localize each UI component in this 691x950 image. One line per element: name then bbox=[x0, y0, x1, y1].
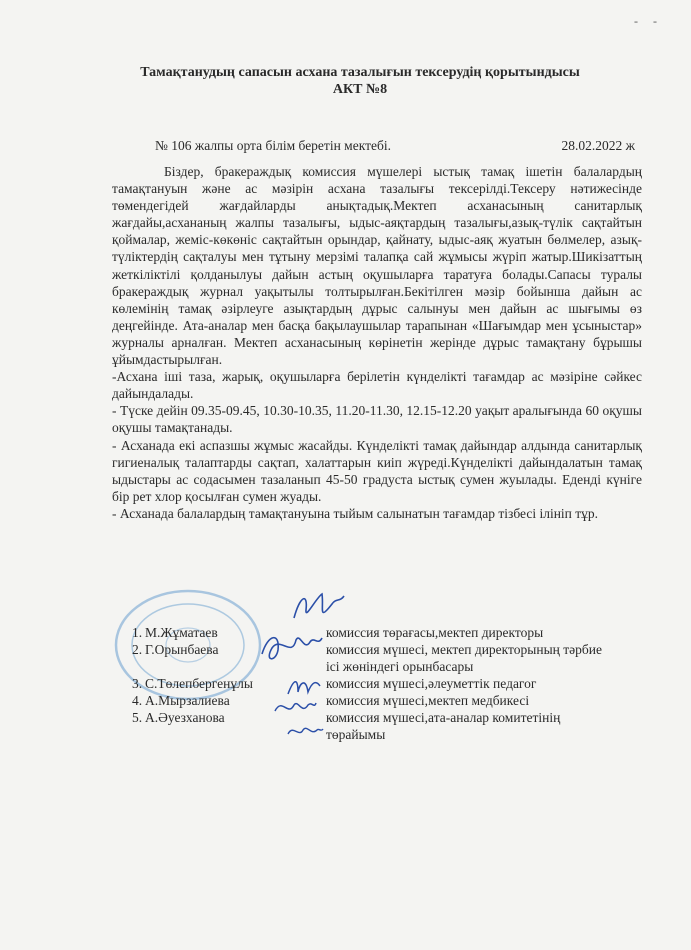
title-line-2: АКТ №8 bbox=[332, 82, 388, 97]
member-role: комиссия төрағасы,мектеп директоры bbox=[326, 625, 544, 640]
member-role: комиссия мүшесі,әлеуметтік педагог bbox=[326, 676, 537, 691]
member-name: М.Жұматаев bbox=[145, 625, 218, 640]
member-role: комиссия мүшесі,ата-аналар комитетінің төрайымы bbox=[326, 710, 561, 742]
member-name: А.Мырзалиева bbox=[145, 693, 230, 708]
title-line-1: Тамақтанудың сапасын асхана тазалығын тексерудің қорытындысы bbox=[140, 65, 580, 80]
member-number: 5. bbox=[132, 710, 143, 725]
member-number: 2. bbox=[132, 642, 143, 657]
member-row bbox=[112, 641, 652, 675]
document-date: 28.02.2022 ж bbox=[561, 138, 635, 153]
member-row bbox=[112, 675, 652, 692]
member-name: Г.Орынбаева bbox=[145, 642, 219, 657]
member-row bbox=[112, 624, 652, 641]
member-number: 3. bbox=[132, 676, 143, 691]
member-number: 4. bbox=[132, 693, 143, 708]
member-number: 1. bbox=[132, 625, 143, 640]
document-title bbox=[60, 64, 660, 98]
member-role: комиссия мүшесі, мектеп директорының тәрбие ісі жөніндегі орынбасары bbox=[326, 642, 602, 674]
commission-members bbox=[112, 624, 652, 743]
corner-mark: - - bbox=[634, 14, 663, 28]
school-name: № 106 жалпы орта білім беретін мектебі. bbox=[155, 138, 391, 153]
member-name: А.Әуезханова bbox=[145, 710, 225, 725]
body-text bbox=[112, 163, 642, 522]
paragraph: - Асханада екі аспазшы жұмыс жасайды. Күнделікті тамақ дайындар алдында санитарлық гигиеналық талаптарды сақтап, халаттарын киіп жүреді.Күнделікті дайындалатын тамақ ыдыстары ас содасымен тазаланып 45-50 градуста ыстық сумен жуылады. Еденді күніге бір рет хлор қосылған сумен жуады. bbox=[112, 437, 642, 504]
member-name: С.Төлепбергенұлы bbox=[145, 676, 253, 691]
member-row bbox=[112, 692, 652, 709]
paragraph: Біздер, бракераждық комиссия мүшелері ыстық тамақ ішетін балалардың тамақтануын және ас мәзірін асхана тазалығы тексерілді.Тексеру нәтижесінде төмендегідей жағдайларды анықтадық.Мектеп асханасының санитарлық жағдайы,асхананың жалпы тазалығы, ыдыс-аяқтардың тазалығы,азық-түлік сақтайтын қоймалар, жеміс-көкөніс сақтайтын орындар, қайнату, ыдыс-аяқ жуатын бөлмелер, азық-түліктердің сақталуы мен тұтыну мерзімі талапқа сай жұмысы жүріп жатыр.Шикізаттың жеткіліктілі қолданылуы дайын астың оқушыларға таратуға болады.Сапасы туралы бракераждық журнал уақытылы толтырылған.Бекітілген мәзір бойынша дайын ас көлемінің тамақ әзірлеуге азықтардың дұрыс салынуы мен дайын ас шығымы өз деңгейінде. Ата-аналар мен басқа бақылаушылар тарапынан «Шағымдар мен ұсыныстар» журналы арналған. Мектеп асханасының көрінетін жерінде дұрыс тамақтану бұрышы ұйымдастырылған. bbox=[112, 164, 642, 368]
paragraph: - Асханада балалардың тамақтануына тыйым салынатын тағамдар тізбесі ілініп тұр. bbox=[112, 505, 599, 521]
paragraph: - Түске дейін 09.35-09.45, 10.30-10.35, 11.20-11.30, 12.15-12.20 уақыт аралығында 60 оқушы оқушы тамақтанады. bbox=[112, 403, 642, 436]
paragraph: -Асхана іші таза, жарық, оқушыларға берілетін күнделікті тағамдар ас мәзіріне сәйкес дайындалады. bbox=[112, 369, 642, 402]
member-row bbox=[112, 709, 652, 743]
signature-icon bbox=[288, 588, 348, 628]
member-role: комиссия мүшесі,мектеп медбикесі bbox=[326, 693, 530, 708]
